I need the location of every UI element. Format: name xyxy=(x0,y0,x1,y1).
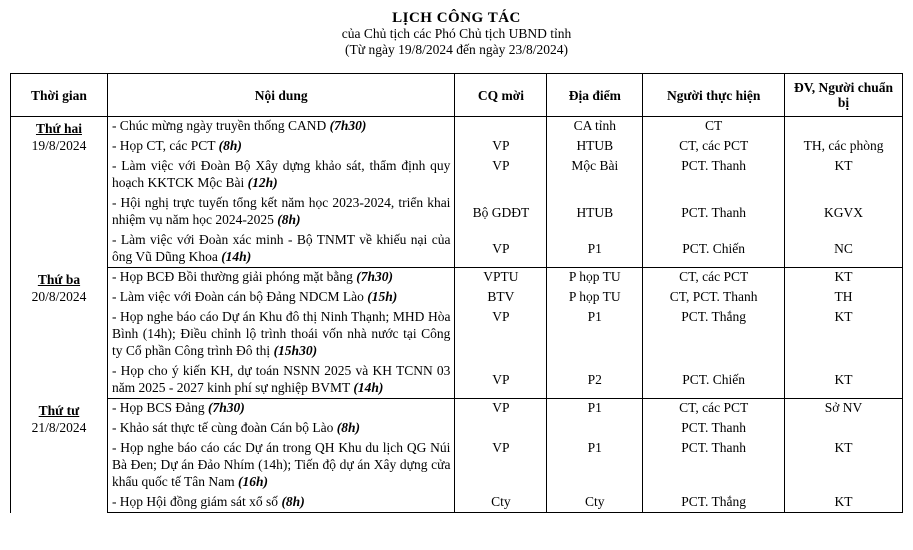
executor-cell: PCT. Thanh xyxy=(643,419,785,439)
event-text: - Họp nghe báo cáo Dự án Khu đô thị Ninh Thạnh; MHD Hòa Bình (14h); Điều chỉnh lộ trình thoái vốn nhà nước tại Công ty Cổ phần Công trình Đô thị xyxy=(111,308,451,358)
table-row xyxy=(11,308,903,362)
event-content xyxy=(107,288,455,308)
event-text: - Chúc mừng ngày truyền thống CAND xyxy=(111,118,330,133)
event-time: (7h30) xyxy=(207,400,245,415)
event-content xyxy=(107,157,455,194)
table-row xyxy=(11,493,903,513)
event-content xyxy=(107,268,455,288)
event-text: - Họp CT, các PCT xyxy=(111,137,219,153)
event-content xyxy=(107,137,455,157)
col-header-executor: Người thực hiện xyxy=(643,74,785,117)
schedule-table xyxy=(10,73,903,513)
event-content xyxy=(107,308,455,362)
executor-cell: CT, các PCT xyxy=(643,399,785,419)
inviter-cell: BTV xyxy=(455,288,547,308)
table-row xyxy=(11,419,903,439)
executor-cell: PCT. Chiến xyxy=(643,362,785,399)
table-row xyxy=(11,288,903,308)
event-text: - Khảo sát thực tế cùng đoàn Cán bộ Lào xyxy=(111,419,337,435)
location-cell: Mộc Bài xyxy=(547,157,643,194)
event-content xyxy=(107,117,455,137)
event-text: - Họp nghe báo cáo các Dự án trong QH Khu du lịch QG Núi Bà Đen; Dự án Đảo Nhím (14h); Tiến độ dự án Xây dựng cửa khẩu quốc tế Tân Nam xyxy=(111,439,451,489)
preparer-cell: KT xyxy=(785,308,903,362)
event-time: (15h30) xyxy=(273,342,318,358)
preparer-cell: TH xyxy=(785,288,903,308)
executor-cell: CT xyxy=(643,117,785,137)
preparer-cell: Sở NV xyxy=(785,399,903,419)
table-row xyxy=(11,439,903,493)
event-text: - Làm việc với Đoàn Bộ Xây dựng khảo sát, thẩm định quy hoạch KKTCK Mộc Bài xyxy=(111,157,451,190)
day-name: Thứ tư xyxy=(38,402,80,418)
preparer-cell: KT xyxy=(785,493,903,513)
event-time: (8h) xyxy=(277,211,301,227)
location-cell: P họp TU xyxy=(547,268,643,288)
day-name: Thứ ba xyxy=(37,271,81,287)
col-header-time: Thời gian xyxy=(11,74,108,117)
event-time: (8h) xyxy=(218,137,242,153)
executor-cell: PCT. Thắng xyxy=(643,308,785,362)
event-text: - Họp cho ý kiến KH, dự toán NSNN 2025 và KH TCNN 03 năm 2025 - 2027 kinh phí sự nghiệp BVMT xyxy=(111,362,451,395)
location-cell: Cty xyxy=(547,493,643,513)
day-date: 19/8/2024 xyxy=(31,138,87,153)
day-cell xyxy=(11,268,108,399)
event-time: (7h30) xyxy=(329,118,367,133)
document-subtitle: của Chủ tịch các Phó Chủ tịch UBND tỉnh xyxy=(341,26,572,41)
event-text: - Họp Hội đồng giám sát xổ số xyxy=(111,493,282,509)
executor-cell: CT, PCT. Thanh xyxy=(643,288,785,308)
event-time: (7h30) xyxy=(356,269,394,284)
table-row xyxy=(11,399,903,419)
event-text: - Làm việc với Đoàn cán bộ Đảng NDCM Lào xyxy=(111,288,368,304)
event-content xyxy=(107,362,455,399)
preparer-cell: NC xyxy=(785,231,903,268)
event-content xyxy=(107,419,455,439)
preparer-cell: KGVX xyxy=(785,194,903,231)
table-row xyxy=(11,194,903,231)
location-cell: P1 xyxy=(547,308,643,362)
inviter-cell xyxy=(455,117,547,137)
event-content xyxy=(107,493,455,513)
table-row xyxy=(11,137,903,157)
event-time: (16h) xyxy=(238,473,269,489)
schedule-body xyxy=(11,117,903,513)
executor-cell: PCT. Thanh xyxy=(643,157,785,194)
inviter-cell: Bộ GDĐT xyxy=(455,194,547,231)
location-cell: P1 xyxy=(547,439,643,493)
location-cell: CA tỉnh xyxy=(547,117,643,137)
executor-cell: CT, các PCT xyxy=(643,268,785,288)
executor-cell: CT, các PCT xyxy=(643,137,785,157)
day-name: Thứ hai xyxy=(35,121,82,136)
preparer-cell xyxy=(785,117,903,137)
event-content xyxy=(107,194,455,231)
executor-cell: PCT. Thanh xyxy=(643,439,785,493)
executor-cell: PCT. Thanh xyxy=(643,194,785,231)
day-cell xyxy=(11,399,108,513)
event-time: (15h) xyxy=(367,288,398,304)
document-header xyxy=(0,0,913,58)
event-text: - Hội nghị trực tuyến tổng kết năm học 2023-2024, triển khai nhiệm vụ năm học 2024-2025 xyxy=(111,194,451,227)
executor-cell: PCT. Chiến xyxy=(643,231,785,268)
inviter-cell: VP xyxy=(455,439,547,493)
event-time: (14h) xyxy=(353,379,384,395)
inviter-cell: Cty xyxy=(455,493,547,513)
event-text: - Họp BCĐ Bồi thường giải phóng mặt bằng xyxy=(111,269,357,284)
event-time: (8h) xyxy=(336,419,360,435)
event-content xyxy=(107,231,455,268)
preparer-cell: KT xyxy=(785,362,903,399)
document-title: LỊCH CÔNG TÁC xyxy=(392,10,521,26)
table-row xyxy=(11,157,903,194)
inviter-cell: VP xyxy=(455,399,547,419)
table-row xyxy=(11,362,903,399)
inviter-cell: VP xyxy=(455,362,547,399)
table-row xyxy=(11,268,903,288)
col-header-inviter: CQ mời xyxy=(455,74,547,117)
col-header-preparer: ĐV, Người chuẩn bị xyxy=(785,74,903,117)
inviter-cell: VPTU xyxy=(455,268,547,288)
event-text: - Họp BCS Đảng xyxy=(111,400,208,415)
location-cell: P2 xyxy=(547,362,643,399)
day-date: 21/8/2024 xyxy=(31,419,87,435)
event-time: (8h) xyxy=(281,493,305,509)
event-time: (14h) xyxy=(221,248,252,264)
event-content xyxy=(107,399,455,419)
col-header-content: Nội dung xyxy=(107,74,455,117)
inviter-cell: VP xyxy=(455,231,547,268)
day-date: 20/8/2024 xyxy=(31,288,87,304)
date-range: (Từ ngày 19/8/2024 đến ngày 23/8/2024) xyxy=(345,42,568,57)
event-text: - Làm việc với Đoàn xác minh - Bộ TNMT về khiếu nại của ông Vũ Dũng Khoa xyxy=(111,231,451,264)
day-cell xyxy=(11,117,108,268)
inviter-cell: VP xyxy=(455,308,547,362)
location-cell xyxy=(547,419,643,439)
preparer-cell: KT xyxy=(785,439,903,493)
inviter-cell xyxy=(455,419,547,439)
location-cell: HTUB xyxy=(547,194,643,231)
table-row xyxy=(11,231,903,268)
preparer-cell: KT xyxy=(785,157,903,194)
location-cell: HTUB xyxy=(547,137,643,157)
preparer-cell xyxy=(785,419,903,439)
inviter-cell: VP xyxy=(455,137,547,157)
col-header-location: Địa điểm xyxy=(547,74,643,117)
location-cell: P1 xyxy=(547,231,643,268)
executor-cell: PCT. Thắng xyxy=(643,493,785,513)
event-time: (12h) xyxy=(247,174,278,190)
table-row xyxy=(11,117,903,137)
inviter-cell: VP xyxy=(455,157,547,194)
location-cell: P họp TU xyxy=(547,288,643,308)
preparer-cell: TH, các phòng xyxy=(785,137,903,157)
location-cell: P1 xyxy=(547,399,643,419)
event-content xyxy=(107,439,455,493)
preparer-cell: KT xyxy=(785,268,903,288)
table-header-row xyxy=(11,74,903,117)
